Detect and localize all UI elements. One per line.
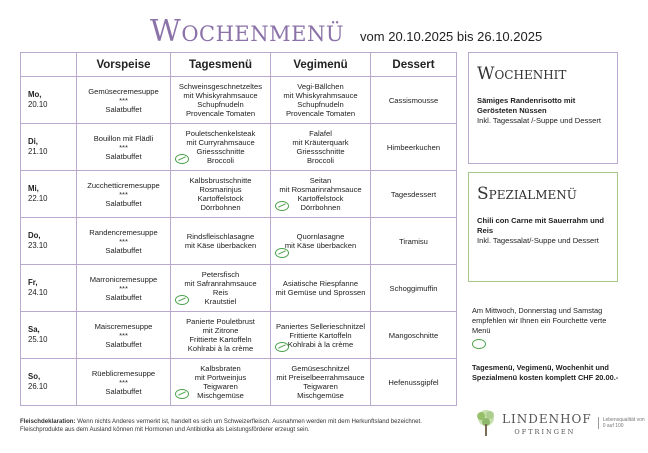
day-name: Mo, xyxy=(28,90,42,99)
day-date: 23.10 xyxy=(28,241,48,250)
vorspeise-cell xyxy=(77,312,171,359)
day-name: Di, xyxy=(28,137,38,146)
vegimenu-cell-line: Paniertes Sellerieschnitzel xyxy=(275,321,366,331)
vorspeise-cell xyxy=(77,77,171,124)
table-row xyxy=(21,124,457,171)
vegimenu-cell-line: Vegi-Bällchen xyxy=(297,82,344,91)
header-vorspeise: Vorspeise xyxy=(77,53,171,77)
vegimenu-cell-line: Teigwaren xyxy=(303,382,338,391)
vorspeise-cell xyxy=(77,124,171,171)
vorspeise-cell-line: Salatbuffet xyxy=(105,151,142,161)
dessert-cell: Cassismousse xyxy=(371,77,457,124)
footnote-text: Wenn nichts Anderes vermerkt ist, handelt es sich um Schweizerfleisch. Ausnahmen werden mit dem Herkunftsland bezeichnet. Fleischprodukte aus dem Ausland können mit Hormonen und Antibiotika als Leistungsförderer erzeugt sein. xyxy=(20,418,422,433)
tagesmenu-cell xyxy=(171,312,271,359)
fourchette-verte-icon xyxy=(175,389,189,399)
vegimenu-cell xyxy=(271,124,371,171)
vorspeise-cell-line: Salatbuffet xyxy=(105,245,142,255)
fourchette-verte-icon xyxy=(275,248,289,258)
vegimenu-cell-line: mit Whiskyrahmsauce xyxy=(283,91,358,100)
dessert-cell: Tagesdessert xyxy=(371,171,457,218)
fourchette-text: Am Mittwoch, Donnerstag und Samstag empfehlen wir Ihnen ein Fourchette verte Menü xyxy=(472,306,607,335)
wochenhit-title: Wochenhit xyxy=(477,64,567,84)
fourchette-verte-icon xyxy=(275,201,289,211)
page-title: Wochenmenü xyxy=(150,14,345,49)
day-date: 25.10 xyxy=(28,335,48,344)
vegimenu-cell-line: Mischgemüse xyxy=(297,391,344,400)
fourchette-verte-icon xyxy=(472,339,486,349)
day-cell xyxy=(21,359,77,406)
tagesmenu-cell xyxy=(171,77,271,124)
tagesmenu-cell xyxy=(171,171,271,218)
tagesmenu-cell-line: mit Curryrahmsauce xyxy=(186,138,255,147)
vegimenu-cell-line: mit Rosmarinrahmsauce xyxy=(279,185,362,194)
fourchette-verte-icon xyxy=(275,342,289,352)
tagesmenu-cell-line: mit Whiskyrahmsauce xyxy=(183,91,258,100)
dessert-cell: Himbeerkuchen xyxy=(371,124,457,171)
tagesmenu-cell-line: mit Safranrahmsauce xyxy=(184,279,257,288)
tagesmenu-cell-line: Kartoffelstock xyxy=(197,194,244,203)
tagesmenu-cell xyxy=(171,218,271,265)
spezialmenu-title: Spezialmenü xyxy=(477,184,577,204)
tagesmenu-cell-line: mit Portweinjus xyxy=(194,373,247,382)
vegimenu-cell-line: Dörrbohnen xyxy=(300,203,341,212)
vegimenu-cell-line: mit Gemüse und Sprossen xyxy=(275,288,366,297)
vegimenu-cell-line: Schupfnudeln xyxy=(297,100,344,109)
vorspeise-cell-line: Gemüsecremesuppe xyxy=(88,86,159,96)
day-name: Sa, xyxy=(28,325,40,334)
tagesmenu-cell-line: Kalbsbrustschnitte xyxy=(189,176,252,185)
menu-table xyxy=(20,52,457,406)
tagesmenu-cell-line: Mischgemüse xyxy=(197,391,244,400)
vegimenu-cell xyxy=(271,171,371,218)
vorspeise-cell-line: Maiscremesuppe xyxy=(94,321,153,331)
table-row xyxy=(21,77,457,124)
vegimenu-cell-line: Broccoli xyxy=(306,156,334,165)
vorspeise-cell-line: Bouillon mit Flädli xyxy=(93,133,154,143)
tree-logo-icon xyxy=(474,408,498,438)
vorspeise-cell-line: *** xyxy=(119,330,128,340)
tagesmenu-cell xyxy=(171,359,271,406)
date-range: vom 20.10.2025 bis 26.10.2025 xyxy=(360,29,543,44)
vegimenu-cell-line: mit Preiselbeerrahmsauce xyxy=(276,373,365,382)
day-name: Fr, xyxy=(28,278,38,287)
vorspeise-cell-line: Zucchetticremesuppe xyxy=(87,180,160,190)
vegimenu-cell-line: mit Käse überbacken xyxy=(284,241,357,250)
wochenhit-dish: Sämiges Randenrisotto mit Gerösteten Nüssen xyxy=(477,96,576,115)
vorspeise-cell-line: *** xyxy=(119,283,128,293)
vegimenu-cell xyxy=(271,312,371,359)
tagesmenu-cell-line: Kohlrabi à la crème xyxy=(187,344,254,353)
header xyxy=(150,14,542,48)
day-cell xyxy=(21,265,77,312)
vorspeise-cell xyxy=(77,218,171,265)
meat-declaration xyxy=(20,418,460,434)
tagesmenu-cell-line: Griessschnitte xyxy=(196,147,245,156)
vegimenu-cell xyxy=(271,265,371,312)
day-cell xyxy=(21,312,77,359)
vorspeise-cell-line: Salatbuffet xyxy=(105,104,142,114)
vegimenu-cell-line: Griessschnitte xyxy=(296,147,345,156)
lindenhof-logo xyxy=(474,408,648,438)
vegimenu-cell-line: Kartoffelstock xyxy=(297,194,344,203)
spezialmenu-dish: Chili con Carne mit Sauerrahm und Reis xyxy=(477,216,605,235)
vegimenu-cell xyxy=(271,218,371,265)
fourchette-verte-icon xyxy=(175,295,189,305)
day-cell xyxy=(21,124,77,171)
vorspeise-cell xyxy=(77,359,171,406)
vorspeise-cell xyxy=(77,265,171,312)
day-date: 26.10 xyxy=(28,382,48,391)
vorspeise-cell-line: Marronicremesuppe xyxy=(89,274,158,284)
day-date: 20.10 xyxy=(28,100,48,109)
footnote-label: Fleischdeklaration: xyxy=(20,418,76,425)
dessert-cell: Hefenussgipfel xyxy=(371,359,457,406)
vegimenu-cell-line: Seitan xyxy=(309,176,332,185)
vegimenu-cell-line: Quornlasagne xyxy=(296,232,345,241)
vegimenu-cell xyxy=(271,359,371,406)
day-name: So, xyxy=(28,372,41,381)
tagesmenu-cell-line: Frittierte Kartoffeln xyxy=(189,335,252,344)
dessert-cell: Schoggimuffin xyxy=(371,265,457,312)
day-cell xyxy=(21,218,77,265)
table-row xyxy=(21,218,457,265)
header-dessert: Dessert xyxy=(371,53,457,77)
vorspeise-cell-line: Salatbuffet xyxy=(105,292,142,302)
tagesmenu-cell-line: Reis xyxy=(212,288,229,297)
logo-sub: OFTRINGEN xyxy=(514,428,576,436)
tagesmenu-cell-line: Schweinsgeschnetzeltes xyxy=(178,82,263,91)
vorspeise-cell-line: *** xyxy=(119,236,128,246)
price-note: Tagesmenü, Vegimenü, Wochenhit und Spezialmenü kosten komplett CHF 20.00.- xyxy=(472,363,619,382)
tagesmenu-cell-line: Pouletschenkelsteak xyxy=(185,129,256,138)
table-row xyxy=(21,359,457,406)
spezialmenu-note: Inkl. Tagessalat/-Suppe und Dessert xyxy=(477,236,599,245)
tagesmenu-cell-line: Dörrbohnen xyxy=(200,203,241,212)
vegimenu-cell-line: Falafel xyxy=(309,129,332,138)
day-cell xyxy=(21,77,77,124)
tagesmenu-cell-line: Krautstiel xyxy=(204,297,237,306)
spezialmenu-box xyxy=(468,172,618,282)
fourchette-note xyxy=(472,306,622,352)
vorspeise-cell-line: Randencremesuppe xyxy=(89,227,158,237)
vegimenu-cell-line: Kohlrabi à la crème xyxy=(287,339,354,349)
vorspeise-cell xyxy=(77,171,171,218)
tagesmenu-cell xyxy=(171,124,271,171)
tagesmenu-cell-line: Broccoli xyxy=(206,156,234,165)
tagesmenu-cell-line: Provencale Tomaten xyxy=(185,109,256,118)
vorspeise-cell-line: Salatbuffet xyxy=(105,198,142,208)
tagesmenu-cell-line: mit Zitrone xyxy=(202,326,239,335)
table-header-row xyxy=(21,53,457,77)
fourchette-verte-icon xyxy=(175,154,189,164)
vorspeise-cell-line: *** xyxy=(119,142,128,152)
tagesmenu-cell xyxy=(171,265,271,312)
tagesmenu-cell-line: Rindsfleischlasagne xyxy=(186,232,255,241)
wochenhit-note: Inkl. Tagessalat /-Suppe und Dessert xyxy=(477,116,601,125)
menu-body xyxy=(21,77,457,406)
day-name: Mi, xyxy=(28,184,39,193)
vegimenu-cell xyxy=(271,77,371,124)
vorspeise-cell-line: Salatbuffet xyxy=(105,386,142,396)
vorspeise-cell-line: Salatbuffet xyxy=(105,339,142,349)
header-tagesmenu: Tagesmenü xyxy=(171,53,271,77)
vegimenu-cell-line: Provencale Tomaten xyxy=(285,109,356,118)
tagesmenu-cell-line: Kalbsbraten xyxy=(200,364,241,373)
header-vegimenu: Vegimenü xyxy=(271,53,371,77)
tagesmenu-cell-line: Schupfnudeln xyxy=(197,100,244,109)
wochenhit-box xyxy=(468,52,618,164)
day-date: 24.10 xyxy=(28,288,48,297)
tagesmenu-cell-line: Teigwaren xyxy=(203,382,238,391)
day-cell xyxy=(21,171,77,218)
header-day-blank xyxy=(21,53,77,77)
day-date: 22.10 xyxy=(28,194,48,203)
tagesmenu-cell-line: mit Käse überbacken xyxy=(184,241,257,250)
day-date: 21.10 xyxy=(28,147,48,156)
vegimenu-cell-line: Asiatische Riespfanne xyxy=(282,279,359,288)
day-name: Do, xyxy=(28,231,41,240)
vegimenu-cell-line: mit Kräuterquark xyxy=(292,138,349,147)
vegimenu-cell-line: Gemüseschnitzel xyxy=(291,364,350,373)
tagesmenu-cell-line: Petersfisch xyxy=(201,270,240,279)
vorspeise-cell-line: *** xyxy=(119,189,128,199)
logo-tagline: Lebensqualität von 0 auf 100 xyxy=(598,417,648,429)
tagesmenu-cell-line: Panierte Pouletbrust xyxy=(186,317,255,326)
vorspeise-cell-line: *** xyxy=(119,377,128,387)
table-row xyxy=(21,171,457,218)
vorspeise-cell-line: Rüeblicremesuppe xyxy=(91,368,156,378)
vegimenu-cell-line: Frittierte Kartoffeln xyxy=(289,330,352,340)
logo-name: LINDENHOF xyxy=(502,412,592,426)
dessert-cell: Mangoschnitte xyxy=(371,312,457,359)
table-row xyxy=(21,312,457,359)
tagesmenu-cell-line: Rosmarinjus xyxy=(199,185,242,194)
dessert-cell: Tiramisu xyxy=(371,218,457,265)
table-row xyxy=(21,265,457,312)
vorspeise-cell-line: *** xyxy=(119,95,128,105)
